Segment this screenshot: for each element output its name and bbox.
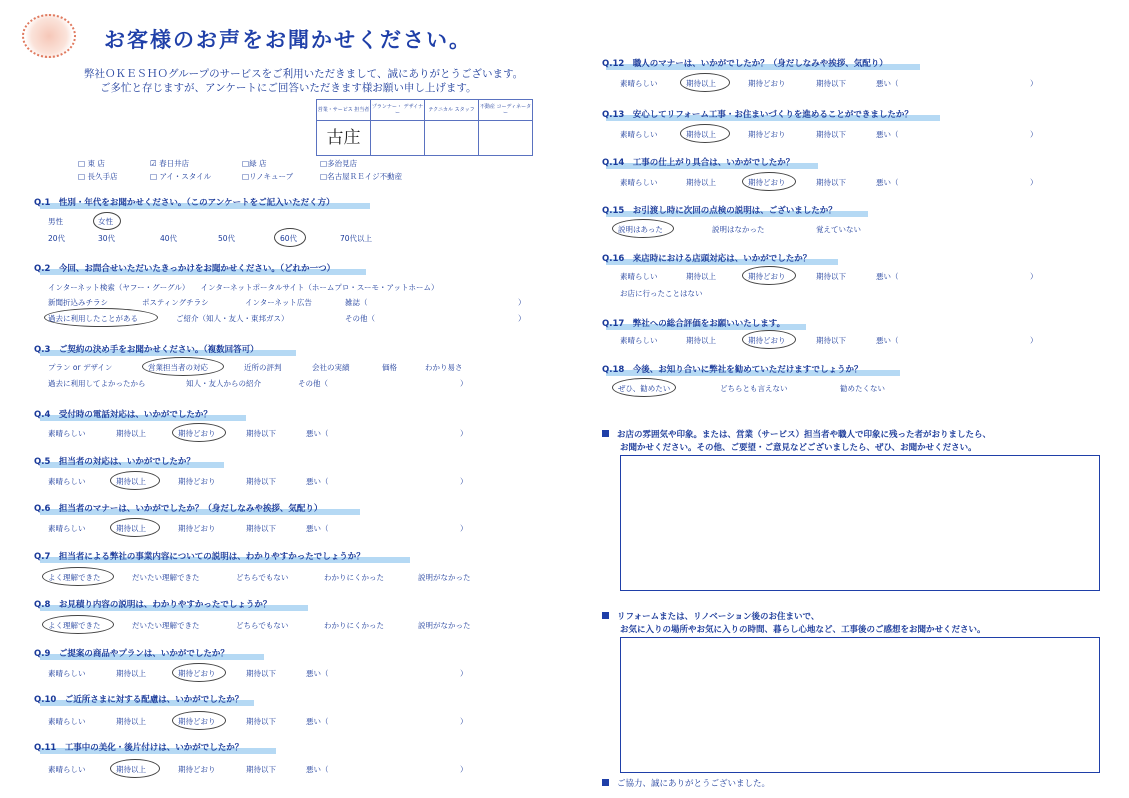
staff-tech-value[interactable] bbox=[425, 121, 479, 156]
question-1: Q.1 性別・年代をお聞かせください。（このアンケートをご記入いただく方） bbox=[34, 198, 335, 208]
staff-planner-value[interactable] bbox=[371, 121, 425, 156]
rating-option[interactable]: 素晴らしい bbox=[48, 524, 86, 533]
rating-option[interactable]: 素晴らしい bbox=[620, 336, 658, 345]
rating-option[interactable]: 期待以上 bbox=[116, 765, 146, 774]
q2-option[interactable]: ご紹介（知人・友人・東邦ガス） bbox=[176, 314, 289, 323]
rating-option[interactable]: 期待以下 bbox=[246, 669, 276, 678]
q2-option[interactable]: 雑誌（ bbox=[345, 298, 368, 307]
understand-option[interactable]: わかりにくかった bbox=[324, 573, 384, 582]
understand-option[interactable]: 説明がなかった bbox=[418, 621, 471, 630]
store-row-1[interactable] bbox=[78, 158, 361, 169]
answer-circle bbox=[274, 228, 306, 247]
store-option[interactable]: □ 東 店 bbox=[78, 159, 105, 168]
answer-circle bbox=[742, 330, 796, 349]
rating-option[interactable]: 期待以上 bbox=[116, 669, 146, 678]
q1-gender-male[interactable]: 男性 bbox=[48, 217, 63, 226]
square-bullet-icon bbox=[602, 779, 609, 786]
rating-option[interactable]: 期待どおり bbox=[748, 336, 786, 345]
answer-circle bbox=[142, 357, 224, 376]
question-15: Q.15 お引渡し時に次回の点検の説明は、ございましたか？ bbox=[602, 206, 837, 216]
rating-option[interactable]: 悪い（ bbox=[876, 130, 899, 139]
question-3: Q.3 ご契約の決め手をお聞かせください。（複数回答可） bbox=[34, 345, 259, 355]
question-16: Q.16 来店時における店頭対応は、いかがでしたか？ bbox=[602, 254, 812, 264]
q3-option[interactable]: 近所の評判 bbox=[244, 363, 282, 372]
understand-option[interactable]: よく理解できた bbox=[48, 621, 101, 630]
question-5: Q.5 担当者の対応は、いかがでしたか？ bbox=[34, 457, 195, 467]
rating-paren-close: ） bbox=[1030, 130, 1038, 139]
staff-realestate-value[interactable] bbox=[479, 121, 533, 156]
q18-option[interactable]: 勧めたくない bbox=[840, 384, 885, 393]
rating-option[interactable]: 期待どおり bbox=[178, 477, 216, 486]
understand-option[interactable]: よく理解できた bbox=[48, 573, 101, 582]
rating-option[interactable]: 期待どおり bbox=[178, 429, 216, 438]
rating-option[interactable]: 期待どおり bbox=[748, 178, 786, 187]
answer-circle bbox=[42, 615, 114, 634]
rating-option[interactable]: 悪い（ bbox=[306, 429, 329, 438]
question-4: Q.4 受付時の電話対応は、いかがでしたか？ bbox=[34, 410, 212, 420]
q18-option[interactable]: どちらとも言えない bbox=[720, 384, 788, 393]
store-option[interactable]: □緑 店 bbox=[242, 159, 267, 168]
comment-section-2-line-1 bbox=[602, 610, 819, 622]
rating-option[interactable]: 素晴らしい bbox=[48, 717, 86, 726]
q1-age[interactable]: 70代以上 bbox=[340, 234, 373, 243]
rating-option[interactable]: 期待以下 bbox=[246, 524, 276, 533]
understand-option[interactable]: わかりにくかった bbox=[324, 621, 384, 630]
rating-paren-close: ） bbox=[460, 429, 468, 438]
q1-age[interactable]: 30代 bbox=[98, 234, 116, 243]
rating-option[interactable]: 期待どおり bbox=[748, 130, 786, 139]
rating-option[interactable]: 悪い（ bbox=[876, 79, 899, 88]
rating-paren-close: ） bbox=[1030, 178, 1038, 187]
q3-paren-close: ） bbox=[460, 379, 468, 388]
answer-circle bbox=[44, 308, 158, 327]
rating-paren-close: ） bbox=[460, 717, 468, 726]
rating-option[interactable]: 期待以上 bbox=[116, 429, 146, 438]
answer-circle bbox=[742, 266, 796, 285]
answer-circle bbox=[110, 759, 160, 778]
rating-option[interactable]: 期待以下 bbox=[246, 717, 276, 726]
answer-circle bbox=[172, 711, 226, 730]
rating-paren-close: ） bbox=[460, 524, 468, 533]
question-12: Q.12 職人のマナーは、いかがでしたか？（身だしなみや挨拶、気配り） bbox=[602, 59, 888, 69]
rating-option[interactable]: 素晴らしい bbox=[620, 272, 658, 281]
rating-paren-close: ） bbox=[1030, 79, 1038, 88]
staff-header: テクニカル スタッフ bbox=[425, 100, 479, 121]
answer-circle bbox=[93, 212, 121, 230]
understand-option[interactable]: だいたい理解できた bbox=[132, 573, 200, 582]
rating-paren-close: ） bbox=[460, 765, 468, 774]
rating-option[interactable]: 期待以上 bbox=[686, 178, 716, 187]
q15-option[interactable]: 説明はなかった bbox=[712, 225, 765, 234]
store-option[interactable]: □名古屋ＲＥイジ不動産 bbox=[320, 172, 403, 181]
intro-line-1: 弊社ＯＫＥＳＨＯグループのサービスをご利用いただきまして、誠にありがとうございます。 bbox=[84, 68, 524, 80]
question-8: Q.8 お見積り内容の説明は、わかりやすかったでしょうか？ bbox=[34, 600, 272, 610]
square-bullet-icon bbox=[602, 430, 609, 437]
comment-section-2-line-2: お気に入りの場所やお気に入りの時間、暮らし心地など、工事後のご感想をお聞かせください。 bbox=[620, 625, 986, 635]
rating-option[interactable]: 素晴らしい bbox=[48, 429, 86, 438]
q2-option[interactable]: ポスティングチラシ bbox=[142, 298, 209, 307]
intro-line-2: ご多忙と存じますが、アンケートにご回答いただきます様お願い申し上げます。 bbox=[100, 82, 477, 94]
rating-option[interactable]: 素晴らしい bbox=[620, 130, 658, 139]
comment-section-1-line-2: お聞かせください。その他、ご要望・ご意見などございましたら、ぜひ、お聞かせください。 bbox=[620, 443, 977, 453]
q2-paren-close: ） bbox=[518, 298, 526, 307]
staff-sales-value[interactable]: 古庄 bbox=[317, 121, 371, 156]
question-6: Q.6 担当者のマナーは、いかがでしたか？（身だしなみや挨拶、気配り） bbox=[34, 504, 323, 514]
q16-option-not-visited[interactable]: お店に行ったことはない bbox=[620, 289, 703, 298]
staff-header: 営業・サービス 担当者 bbox=[317, 100, 371, 121]
store-option[interactable]: ☑ 春日井店 bbox=[150, 159, 190, 168]
answer-circle bbox=[680, 73, 730, 92]
store-option[interactable]: □リノキューブ bbox=[242, 172, 294, 181]
q3-option[interactable]: プラン or デザイン bbox=[48, 363, 113, 372]
rating-option[interactable]: 期待以下 bbox=[246, 765, 276, 774]
company-stamp-logo bbox=[22, 14, 76, 58]
q3-option[interactable]: 会社の実績 bbox=[312, 363, 350, 372]
rating-paren-close: ） bbox=[460, 669, 468, 678]
understand-option[interactable]: だいたい理解できた bbox=[132, 621, 200, 630]
rating-option[interactable]: 期待以上 bbox=[686, 272, 716, 281]
answer-circle bbox=[612, 219, 674, 238]
question-13: Q.13 安心してリフォーム工事・お住まいづくりを進めることができましたか？ bbox=[602, 110, 913, 120]
answer-circle bbox=[612, 378, 676, 397]
rating-option[interactable]: 期待以下 bbox=[816, 336, 846, 345]
rating-option[interactable]: 期待以上 bbox=[116, 524, 146, 533]
rating-paren-close: ） bbox=[1030, 272, 1038, 281]
rating-option[interactable]: 期待どおり bbox=[748, 79, 786, 88]
understand-option[interactable]: どちらでもない bbox=[236, 573, 289, 582]
q3-option[interactable]: 過去に利用してよかったから bbox=[48, 379, 146, 388]
comment-section-1-text: お店の雰囲気や印象。または、営業（サービス）担当者や職人で印象に残った者がおりましたら、 bbox=[617, 430, 992, 440]
staff-header: プランナー・ デザイナー bbox=[371, 100, 425, 121]
rating-option[interactable]: 悪い（ bbox=[306, 477, 329, 486]
q2-option-row1[interactable]: インターネット検索（ヤフー・グーグル） インターネットポータルサイト（ホームプロ・スーモ・アットホーム） bbox=[48, 283, 439, 292]
question-11: Q.11 工事中の美化・後片付けは、いかがでしたか？ bbox=[34, 743, 244, 753]
question-2: Q.2 今回、お問合せいただいたきっかけをお聞かせください。（どれか一つ） bbox=[34, 264, 336, 274]
thanks-line bbox=[602, 777, 770, 789]
rating-option[interactable]: 悪い（ bbox=[306, 524, 329, 533]
store-option[interactable]: □ 長久手店 bbox=[78, 172, 118, 181]
rating-option[interactable]: 期待以下 bbox=[816, 272, 846, 281]
rating-option[interactable]: 期待以上 bbox=[116, 477, 146, 486]
q1-gender-female[interactable]: 女性 bbox=[98, 217, 113, 226]
comment-box-1[interactable] bbox=[620, 455, 1100, 591]
rating-option[interactable]: 期待どおり bbox=[178, 717, 216, 726]
comment-box-2[interactable] bbox=[620, 637, 1100, 773]
thanks-text: ご協力、誠にありがとうございました。 bbox=[617, 779, 771, 789]
staff-table bbox=[316, 99, 533, 156]
question-14: Q.14 工事の仕上がり具合は、いかがでしたか？ bbox=[602, 158, 795, 168]
square-bullet-icon bbox=[602, 612, 609, 619]
rating-option[interactable]: 期待以上 bbox=[686, 130, 716, 139]
rating-option[interactable]: 期待どおり bbox=[748, 272, 786, 281]
rating-option[interactable]: 期待どおり bbox=[178, 669, 216, 678]
q1-age[interactable]: 60代 bbox=[280, 234, 298, 243]
question-10: Q.10 ご近所さまに対する配慮は、いかがでしたか？ bbox=[34, 695, 244, 705]
rating-option[interactable]: 素晴らしい bbox=[620, 178, 658, 187]
q15-option[interactable]: 覚えていない bbox=[816, 225, 861, 234]
rating-option[interactable]: 悪い（ bbox=[876, 336, 899, 345]
question-17: Q.17 弊社への総合評価をお願いいたします。 bbox=[602, 319, 786, 329]
understand-option[interactable]: 説明がなかった bbox=[418, 573, 471, 582]
rating-option[interactable]: 悪い（ bbox=[306, 765, 329, 774]
rating-option[interactable]: 期待どおり bbox=[178, 524, 216, 533]
question-18: Q.18 今後、お知り合いに弊社を勧めていただけますでしょうか？ bbox=[602, 365, 863, 375]
answer-circle bbox=[110, 518, 160, 537]
q15-option[interactable]: 説明はあった bbox=[618, 225, 663, 234]
rating-option[interactable]: 期待以上 bbox=[686, 79, 716, 88]
q3-option[interactable]: 価格 bbox=[382, 363, 397, 372]
rating-option[interactable]: 悪い（ bbox=[306, 717, 329, 726]
answer-circle bbox=[680, 124, 730, 143]
comment-section-2-text: リフォームまたは、リノベーション後のお住まいで、 bbox=[617, 612, 820, 622]
store-option[interactable]: □多治見店 bbox=[320, 159, 358, 168]
rating-option[interactable]: 期待以下 bbox=[246, 477, 276, 486]
q1-age[interactable]: 20代 bbox=[48, 234, 66, 243]
store-option[interactable]: □ アイ・スタイル bbox=[150, 172, 212, 181]
rating-option[interactable]: 素晴らしい bbox=[48, 765, 86, 774]
rating-option[interactable]: 素晴らしい bbox=[620, 79, 658, 88]
question-7: Q.7 担当者による弊社の事業内容についての説明は、わかりやすかったでしょうか？ bbox=[34, 552, 365, 562]
understand-option[interactable]: どちらでもない bbox=[236, 621, 289, 630]
q3-option[interactable]: わかり易さ bbox=[425, 363, 463, 372]
q2-option[interactable]: その他（ bbox=[345, 314, 375, 323]
rating-option[interactable]: 期待以下 bbox=[816, 79, 846, 88]
store-row-2[interactable] bbox=[78, 171, 406, 182]
answer-circle bbox=[742, 172, 796, 191]
answer-circle bbox=[172, 423, 226, 442]
q2-paren-close: ） bbox=[518, 314, 526, 323]
comment-section-1-line-1 bbox=[602, 428, 991, 440]
q3-option[interactable]: その他（ bbox=[298, 379, 328, 388]
q2-option[interactable]: インターネット広告 bbox=[245, 298, 312, 307]
page-title: お客様のお声をお聞かせください。 bbox=[104, 28, 472, 52]
question-9: Q.9 ご提案の商品やプランは、いかがでしたか？ bbox=[34, 649, 229, 659]
q2-option[interactable]: 過去に利用したことがある bbox=[48, 314, 138, 323]
rating-option[interactable]: 期待以上 bbox=[686, 336, 716, 345]
staff-header: 不動産 コーディネーター bbox=[479, 100, 533, 121]
answer-circle bbox=[42, 567, 114, 586]
rating-paren-close: ） bbox=[460, 477, 468, 486]
rating-option[interactable]: 期待以下 bbox=[816, 130, 846, 139]
q18-option[interactable]: ぜひ、勧めたい bbox=[618, 384, 671, 393]
rating-option[interactable]: 期待どおり bbox=[178, 765, 216, 774]
rating-option[interactable]: 期待以下 bbox=[816, 178, 846, 187]
rating-option[interactable]: 悪い（ bbox=[876, 272, 899, 281]
rating-option[interactable]: 素晴らしい bbox=[48, 477, 86, 486]
q1-age[interactable]: 50代 bbox=[218, 234, 236, 243]
rating-paren-close: ） bbox=[1030, 336, 1038, 345]
rating-option[interactable]: 悪い（ bbox=[876, 178, 899, 187]
rating-option[interactable]: 悪い（ bbox=[306, 669, 329, 678]
q3-option[interactable]: 営業担当者の対応 bbox=[148, 363, 208, 372]
q1-age[interactable]: 40代 bbox=[160, 234, 178, 243]
q3-option[interactable]: 知人・友人からの紹介 bbox=[186, 379, 261, 388]
answer-circle bbox=[172, 663, 226, 682]
rating-option[interactable]: 素晴らしい bbox=[48, 669, 86, 678]
rating-option[interactable]: 期待以上 bbox=[116, 717, 146, 726]
q2-option[interactable]: 新聞折込みチラシ bbox=[48, 298, 108, 307]
rating-option[interactable]: 期待以下 bbox=[246, 429, 276, 438]
answer-circle bbox=[110, 471, 160, 490]
